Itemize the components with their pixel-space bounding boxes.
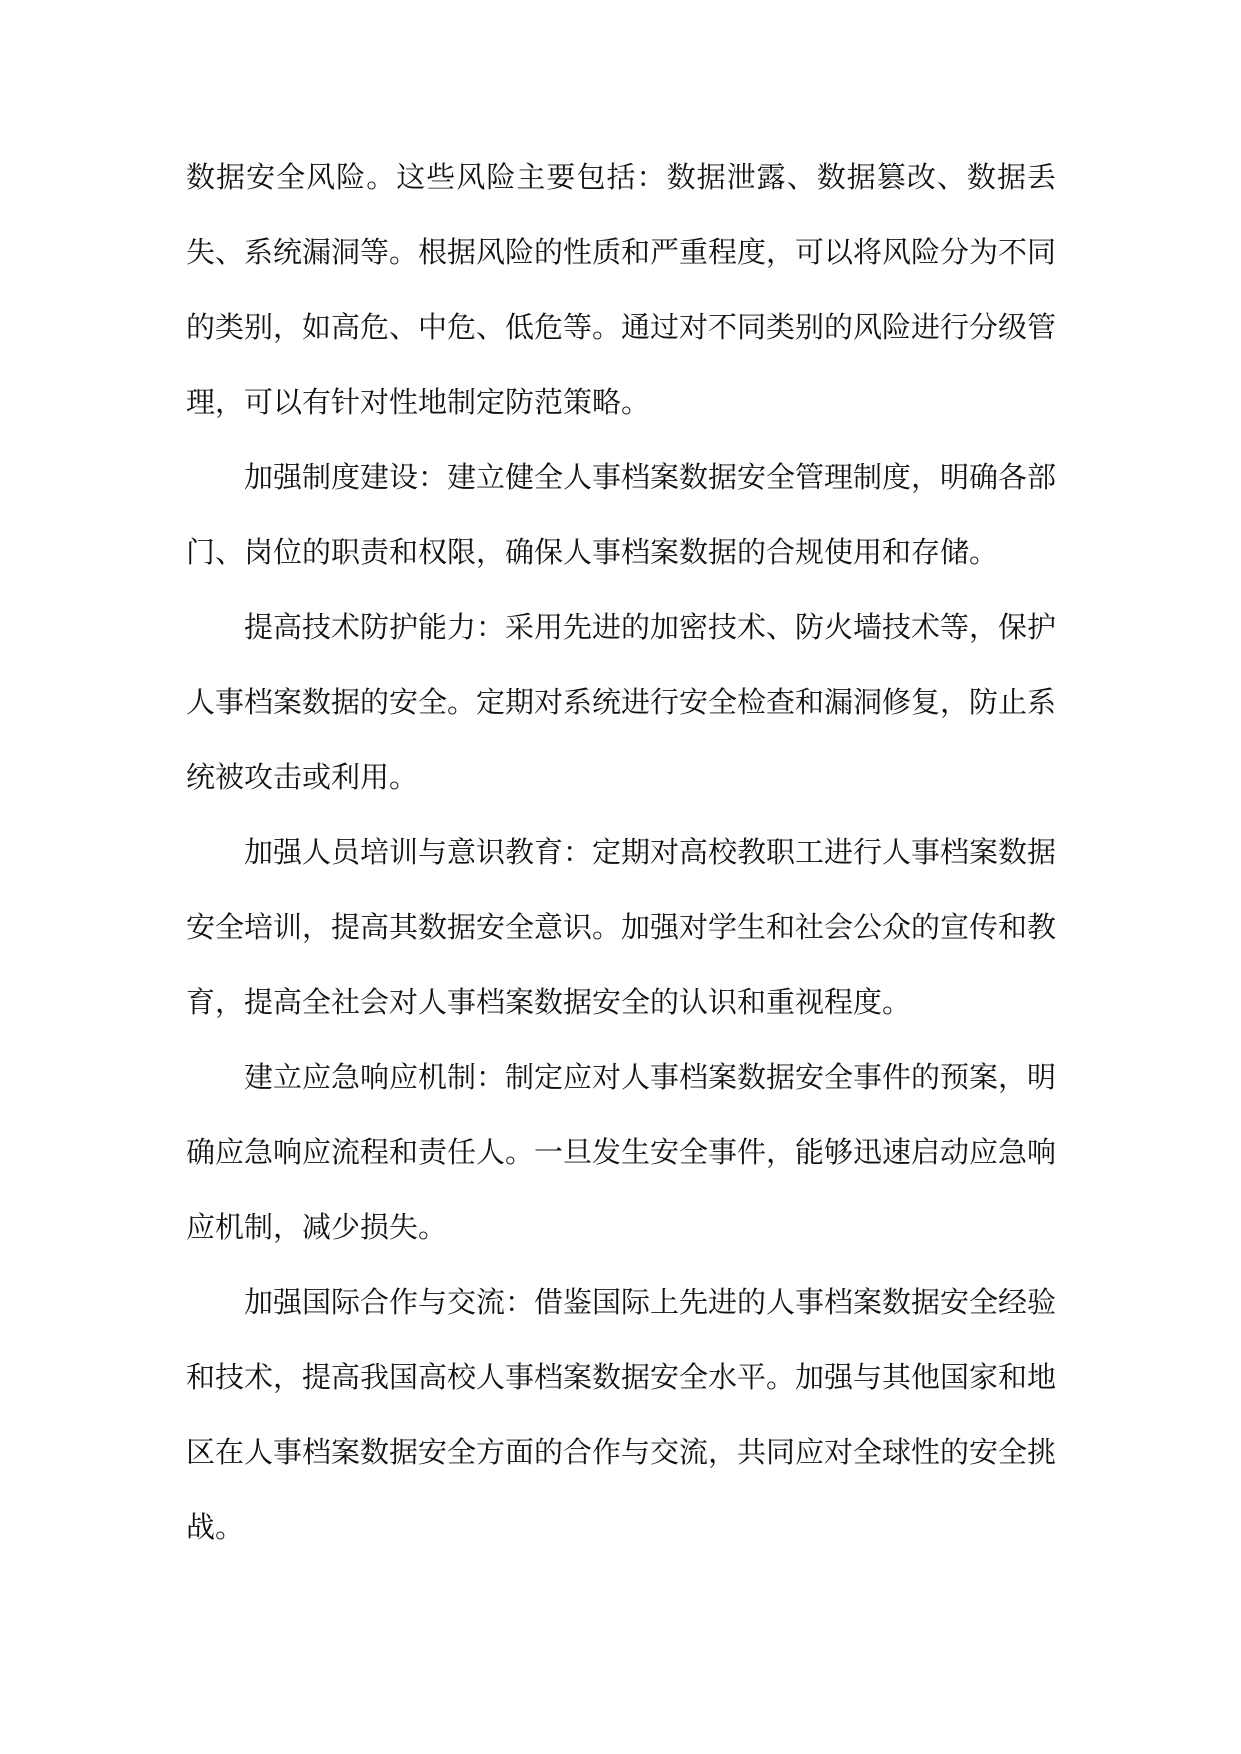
paragraph-risk-classification: 数据安全风险。这些风险主要包括：数据泄露、数据篡改、数据丢失、系统漏洞等。根据风险的性质和严重程度，可以将风险分为不同的类别，如高危、中危、低危等。通过对不同类别的风险进行分级管理，可以有针对性地制定防范策略。 [186, 160, 1057, 419]
paragraph-emergency-response: 建立应急响应机制：制定应对人事档案数据安全事件的预案，明确应急响应流程和责任人。一旦发生安全事件，能够迅速启动应急响应机制，减少损失。 [186, 1060, 1057, 1244]
paragraph-staff-training: 加强人员培训与意识教育：定期对高校教职工进行人事档案数据安全培训，提高其数据安全意识。加强对学生和社会公众的宣传和教育，提高全社会对人事档案数据安全的认识和重视程度。 [186, 835, 1057, 1019]
paragraph-international-cooperation: 加强国际合作与交流：借鉴国际上先进的人事档案数据安全经验和技术，提高我国高校人事档案数据安全水平。加强与其他国家和地区在人事档案数据安全方面的合作与交流，共同应对全球性的安全挑战。 [186, 1285, 1057, 1544]
paragraph-institution-building: 加强制度建设：建立健全人事档案数据安全管理制度，明确各部门、岗位的职责和权限，确保人事档案数据的合规使用和存储。 [186, 460, 1057, 569]
document-body [186, 140, 1056, 1565]
paragraph-technical-protection: 提高技术防护能力：采用先进的加密技术、防火墙技术等，保护人事档案数据的安全。定期对系统进行安全检查和漏洞修复，防止系统被攻击或利用。 [186, 610, 1057, 794]
